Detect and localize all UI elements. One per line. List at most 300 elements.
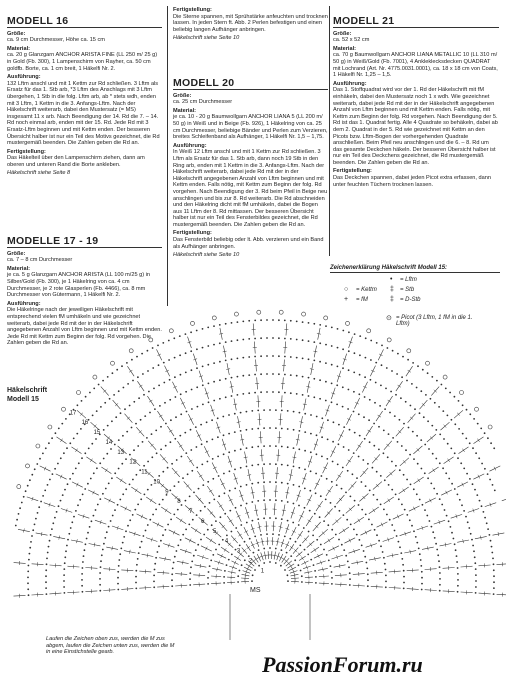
chain-dot: [302, 321, 304, 323]
chain-dot: [321, 436, 323, 438]
chain-dot: [361, 481, 363, 483]
chain-dot: [179, 335, 181, 337]
chain-dot: [428, 448, 430, 450]
chain-dot: [91, 443, 93, 445]
chain-dot: [228, 414, 230, 416]
chain-dot: [137, 558, 139, 560]
chain-dot: [242, 357, 244, 359]
chain-dot: [475, 580, 477, 582]
execution-text: Die Häkelringe nach der jeweiligen Häkelschrift mit entsprechend vielen fM umhäkeln und wie gezeichnet weiterarb, dabei jede Rd mit der in der Häkelschrift angegebenen Anzahl von Lftm beginnen und mit Kettm enden. Jede Rd mit Kettm zum Beginn der folg. Rd vorgehen. Die Zahlen geben die Rd an.: [7, 307, 162, 347]
material-label: Material:: [333, 45, 357, 52]
chain-dot: [84, 549, 86, 551]
chain-dot: [451, 483, 453, 485]
chain-dot: [191, 408, 193, 410]
chain-dot: [378, 426, 380, 428]
chain-dot: [421, 571, 423, 573]
chain-dot: [439, 498, 441, 500]
chain-dot: [413, 488, 415, 490]
chain-dot: [115, 416, 117, 418]
chain-dot: [266, 373, 268, 375]
chain-dot: [424, 444, 426, 446]
picot-mark: [234, 312, 238, 316]
chain-dot: [151, 456, 153, 458]
chain-dot: [63, 452, 65, 454]
chain-dot: [310, 470, 312, 472]
chain-dot: [401, 376, 403, 378]
material-text: je ca. 5 g Glanzgarn ANCHOR ARISTA (LL 100 m/25 g) in Silber/Gold (Fb. 300), je 1 Häkelring von ca. 4 cm Durchmesser, je 2 rote Glasperlen (Fb. 4466), ca. 8 mm Durchmesser von Gütermann, 1 Häkelfi Nr. 2.: [7, 272, 151, 299]
legend-title: Zeichenerklärung Häkelschrift Modell 15:: [330, 265, 500, 273]
chain-dot: [432, 531, 434, 533]
chain-dot: [385, 388, 387, 390]
chain-dot: [363, 416, 365, 418]
chain-dot: [178, 481, 180, 483]
chain-dot: [448, 478, 450, 480]
chain-dot: [275, 562, 277, 564]
chain-dot: [180, 393, 182, 395]
chain-dot: [420, 565, 422, 567]
chain-dot: [229, 510, 231, 512]
chain-dot: [349, 578, 351, 580]
chain-dot: [204, 506, 206, 508]
legend-row-lftm: • = Lftm: [390, 276, 417, 283]
chain-dot: [413, 458, 415, 460]
chain-dot: [251, 580, 253, 582]
chain-dot: [129, 454, 131, 456]
chain-dot: [242, 339, 244, 341]
stitch-bar: [403, 489, 405, 492]
chain-dot: [246, 466, 248, 468]
chain-dot: [58, 428, 60, 430]
chain-dot: [190, 350, 192, 352]
chain-dot: [331, 571, 333, 573]
chain-dot: [202, 384, 204, 386]
chain-dot: [196, 367, 198, 369]
execution-label: Ausführung:: [173, 142, 207, 149]
chain-dot: [293, 466, 295, 468]
chain-dot: [411, 525, 413, 527]
chain-dot: [313, 341, 315, 343]
chain-dot: [47, 552, 49, 554]
chain-dot: [263, 445, 265, 447]
chain-dot: [304, 413, 306, 415]
chain-dot: [275, 409, 277, 411]
chain-dot: [287, 580, 289, 582]
chain-dot: [275, 427, 277, 429]
chain-dot: [181, 504, 183, 506]
chain-dot: [455, 549, 457, 551]
chain-dot: [179, 435, 181, 437]
chain-dot: [55, 432, 57, 434]
chain-dot: [315, 576, 317, 578]
chain-dot: [213, 325, 215, 327]
chain-dot: [185, 352, 187, 354]
chain-dot: [458, 400, 460, 402]
chain-dot: [50, 534, 52, 536]
chain-dot: [63, 574, 65, 576]
chain-dot: [125, 488, 127, 490]
chain-dot: [107, 376, 109, 378]
chain-dot: [359, 435, 361, 437]
chain-dot: [254, 356, 256, 358]
picot-mark: [212, 316, 216, 320]
execution-text: In Weiß 12 Lftm anschl und mit 1 Kettm zur Rd schließen. 3 Lftm als Ersatz für das 1. Stb arb, dann noch 19 Stb in den Ring arb, enden mit 1 Kettm in die 3. Anfangs-Lftm. Nach der Häkelschrift weiterarb, dabei jede Rd mit der in der Häkelschrift angegebenen Anzahl von Lftm beginnen und mit Kettm enden. Falls nötig, mit Kettm zum Beginn der folg. Rd vorgehen. Nach Beendigung der 3. Rd beim Pfeil in Beige neu anschlingen und bis zur 8. Rd weiterarb. Die Rd abschneiden und den Häkelring dicht mit fM umhäkeln, dabei die Bogen aus 11 Lftm der 8. Rd mittassen. Der besseren Übersicht halber ist nur ein Teil des Fensterbildes gezeichnet, die Rd mustergemäß beenden. Die Zahlen geben die Rd an.: [173, 149, 328, 228]
chain-dot: [312, 535, 314, 537]
chain-dot: [190, 566, 192, 568]
chain-dot: [219, 361, 221, 363]
chain-dot: [436, 493, 438, 495]
chain-dot: [147, 524, 149, 526]
chain-dot: [257, 500, 259, 502]
chain-dot: [352, 473, 354, 475]
chain-dot: [207, 583, 209, 585]
chain-dot: [111, 477, 113, 479]
chain-dot: [58, 505, 60, 507]
chain-dot: [343, 426, 345, 428]
chain-dot: [272, 533, 274, 535]
chain-dot: [89, 392, 91, 394]
chain-dot: [241, 564, 243, 566]
stitch-bar: [338, 475, 341, 477]
chain-dot: [373, 445, 375, 447]
chain-dot: [465, 516, 467, 518]
chain-dot: [147, 461, 149, 463]
chain-dot: [284, 356, 286, 358]
chain-dot: [220, 516, 222, 518]
chain-dot: [81, 585, 83, 587]
size-text: ca. 7 – 8 cm Durchmesser: [7, 257, 73, 264]
chain-dot: [281, 482, 283, 484]
chain-dot: [174, 556, 176, 558]
chain-dot: [328, 560, 330, 562]
chain-dot: [242, 375, 244, 377]
chain-dot: [299, 430, 301, 432]
chain-dot: [334, 506, 336, 508]
chain-dot: [378, 449, 380, 451]
stitch-bar: [276, 541, 280, 542]
chain-dot: [187, 473, 189, 475]
chain-dot: [254, 338, 256, 340]
modell-16-heading: MODELL 16: [7, 18, 162, 28]
chain-dot: [369, 490, 371, 492]
chain-dot: [63, 568, 65, 570]
chain-dot: [129, 519, 131, 521]
chain-dot: [386, 514, 388, 516]
chain-dot: [278, 373, 280, 375]
chain-dot: [450, 448, 452, 450]
chain-dot: [249, 538, 251, 540]
chain-dot: [313, 564, 315, 566]
stitch-bar: [129, 370, 132, 372]
chain-dot: [333, 421, 335, 423]
chain-dot: [223, 453, 225, 455]
chain-dot: [69, 478, 71, 480]
chain-dot: [188, 524, 190, 526]
chain-dot: [45, 587, 47, 589]
execution-text: 132 Lftm anschl und mit 1 Kettm zur Rd schließen. 3 Lftm als Ersatz für das 1. Stb arb, *3 Lftm des Anschlags mit 3 Lftm übergehen, 1 Stb in die folg. Lftm arb, ab * stets wdh, enden mit 3 Lftm, 1 Kettm in die 3. Anfangs-Lftm. Nach der Häkelschrift weiterarb, dabei den Mustersatz (= MS) insgesamt 11 x arb. Nach Beendigung der 14. Rd die 7. – 14. Rd noch einmal arb, enden mit der 15. Rd. Jede Rd mit 3 Ersatz-Lftm beginnen und mit Kettm enden. Der besseren Übersicht halber ist nur ein Teil des Motivs gezeichnet, die Rd mustergemäß beenden. Die Zahlen geben die Rd an.: [7, 80, 160, 147]
finishing-label: Fertigstellung:: [333, 168, 372, 175]
chain-dot: [165, 445, 167, 447]
diagram-title: Häkelschrift Modell 15: [7, 387, 48, 403]
chain-dot: [175, 416, 177, 418]
chain-dot: [307, 554, 309, 556]
chain-dot: [137, 504, 139, 506]
chain-dot: [117, 571, 119, 573]
chain-dot: [493, 563, 495, 565]
chain-dot: [389, 412, 391, 414]
chain-dot: [438, 406, 440, 408]
chain-dot: [335, 534, 337, 536]
chain-dot: [286, 552, 288, 554]
chain-dot: [100, 560, 102, 562]
modelle-17-19-heading: MODELLE 17 - 19: [7, 238, 162, 248]
chain-dot: [134, 509, 136, 511]
chain-dot: [83, 555, 85, 557]
chain-dot: [405, 401, 407, 403]
chain-dot: [275, 481, 277, 483]
chain-dot: [308, 358, 310, 360]
chain-dot: [81, 573, 83, 575]
chain-dot: [46, 593, 48, 595]
chain-dot: [458, 428, 460, 430]
chain-dot: [127, 383, 129, 385]
chain-dot: [353, 452, 355, 454]
chain-dot: [386, 367, 388, 369]
chain-dot: [206, 421, 208, 423]
chain-dot: [460, 462, 462, 464]
chain-dot: [330, 502, 332, 504]
chain-dot: [395, 494, 397, 496]
chain-dot: [447, 443, 449, 445]
chain-dot: [23, 496, 25, 498]
chain-dot: [422, 369, 424, 371]
chain-dot: [315, 582, 317, 584]
chain-dot: [320, 495, 322, 497]
chain-dot: [414, 408, 416, 410]
watermark: PassionForum.ru: [262, 652, 423, 677]
chain-dot: [290, 338, 292, 340]
chain-dot: [487, 528, 489, 530]
chain-dot: [168, 359, 170, 361]
chain-dot: [133, 401, 135, 403]
chain-dot: [206, 441, 208, 443]
stitch-mark: [502, 497, 506, 501]
chain-dot: [202, 484, 204, 486]
chain-dot: [304, 469, 306, 471]
chain-dot: [310, 414, 312, 416]
picot-mark: [488, 425, 492, 429]
chain-dot: [492, 484, 494, 486]
chain-dot: [105, 488, 107, 490]
chain-dot: [278, 337, 280, 339]
chain-dot: [251, 483, 253, 485]
chain-dot: [21, 502, 23, 504]
chain-dot: [368, 419, 370, 421]
chain-dot: [405, 449, 407, 451]
chain-dot: [302, 394, 304, 396]
chain-dot: [42, 453, 44, 455]
chain-dot: [80, 428, 82, 430]
chain-dot: [248, 320, 250, 322]
chain-dot: [184, 432, 186, 434]
execution-label: Ausführung:: [333, 80, 367, 87]
chain-dot: [99, 498, 101, 500]
chain-dot: [213, 400, 215, 402]
chain-dot: [426, 515, 428, 517]
chain-dot: [310, 451, 312, 453]
chain-dot: [484, 432, 486, 434]
chain-dot: [77, 404, 79, 406]
chain-dot: [165, 529, 167, 531]
chain-dot: [51, 528, 53, 530]
chain-dot: [117, 583, 119, 585]
chain-dot: [104, 402, 106, 404]
chain-dot: [213, 381, 215, 383]
picot-mark: [475, 407, 479, 411]
chain-dot: [237, 376, 239, 378]
chain-dot: [212, 478, 214, 480]
chain-dot: [263, 548, 265, 550]
round-number: 2: [248, 558, 253, 565]
chain-dot: [224, 513, 226, 515]
chain-dot: [99, 578, 101, 580]
stitch-bar: [237, 557, 239, 560]
chain-dot: [493, 593, 495, 595]
chain-dot: [421, 577, 423, 579]
chain-dot: [34, 468, 36, 470]
chain-dot: [400, 397, 402, 399]
chain-dot: [222, 416, 224, 418]
chain-dot: [27, 588, 29, 590]
chain-dot: [454, 452, 456, 454]
chain-dot: [325, 499, 327, 501]
chain-dot: [287, 446, 289, 448]
chain-dot: [260, 534, 262, 536]
chain-dot: [201, 443, 203, 445]
chain-dot: [392, 350, 394, 352]
chain-dot: [169, 399, 171, 401]
chain-dot: [287, 520, 289, 522]
chain-dot: [387, 347, 389, 349]
chain-dot: [420, 390, 422, 392]
chain-dot: [296, 357, 298, 359]
chain-dot: [112, 515, 114, 517]
chain-dot: [404, 509, 406, 511]
chain-dot: [124, 408, 126, 410]
finishing-text: Das Fensterbild beliebig oder lt. Abb. verzieren und ein Band als Aufhänger anbringen.: [173, 237, 324, 250]
chain-dot: [284, 569, 286, 571]
chain-dot: [160, 426, 162, 428]
chain-dot: [63, 580, 65, 582]
chain-dot: [416, 493, 418, 495]
chain-dot: [260, 355, 262, 357]
chain-dot: [462, 404, 464, 406]
chain-dot: [109, 398, 111, 400]
chain-dot: [192, 519, 194, 521]
chain-dot: [376, 342, 378, 344]
chain-dot: [353, 411, 355, 413]
chain-dot: [331, 383, 333, 385]
chain-dot: [388, 433, 390, 435]
chain-dot: [257, 428, 259, 430]
round-number: 15: [93, 430, 101, 436]
stitch-bar: [301, 557, 303, 560]
chain-dot: [321, 456, 323, 458]
chain-dot: [182, 534, 184, 536]
chain-dot: [240, 486, 242, 488]
chain-dot: [391, 461, 393, 463]
chain-dot: [474, 489, 476, 491]
chain-dot: [49, 540, 51, 542]
chain-dot: [263, 427, 265, 429]
chain-dot: [71, 521, 73, 523]
chain-dot: [323, 549, 325, 551]
chain-dot: [34, 524, 36, 526]
chain-dot: [244, 541, 246, 543]
chain-dot: [439, 590, 441, 592]
chain-dot: [185, 452, 187, 454]
stitch-bar: [328, 490, 331, 492]
chain-dot: [174, 376, 176, 378]
chain-dot: [132, 479, 134, 481]
chain-dot: [272, 391, 274, 393]
chain-dot: [294, 559, 296, 561]
chain-dot: [326, 478, 328, 480]
chain-dot: [257, 410, 259, 412]
chain-dot: [242, 321, 244, 323]
chain-dot: [155, 430, 157, 432]
chain-dot: [472, 447, 474, 449]
chain-dot: [427, 372, 429, 374]
chain-dot: [18, 513, 20, 515]
chain-dot: [42, 495, 44, 497]
stitch-bar: [209, 490, 212, 492]
chain-dot: [251, 428, 253, 430]
chain-dot: [319, 516, 321, 518]
chain-dot: [348, 566, 350, 568]
chain-dot: [383, 509, 385, 511]
chain-dot: [139, 546, 141, 548]
chain-dot: [446, 515, 448, 517]
chain-dot: [431, 526, 433, 528]
chain-dot: [16, 519, 18, 521]
chain-dot: [457, 573, 459, 575]
chain-dot: [319, 379, 321, 381]
chain-dot: [314, 570, 316, 572]
round-number: 1: [260, 568, 265, 575]
chain-dot: [438, 560, 440, 562]
chain-dot: [95, 509, 97, 511]
material-text: ca. 70 g Baumwollgarn ANCHOR LIANA METALLIC 10 (LL 310 m/ 50 g) in Weiß/Gold (Fb. 7001), 4 Ankleklecksdecken QUADRAT mit Lochrand (Art. Nr. 4775.0031.0001), ca. 18 x 18 cm von Coats, 1 Häkelfi Nr. 1,25 – 1,5.: [333, 52, 498, 79]
chain-dot: [456, 555, 458, 557]
chain-dot: [180, 539, 182, 541]
chain-dot: [63, 586, 65, 588]
round-number: 17: [69, 410, 77, 417]
chain-dot: [356, 534, 358, 536]
chain-dot: [381, 345, 383, 347]
chain-dot: [475, 568, 477, 570]
chain-dot: [281, 428, 283, 430]
chain-dot: [468, 527, 470, 529]
stitch-bar: [189, 460, 192, 462]
picot-icon: ⊙: [386, 315, 392, 322]
chain-dot: [203, 534, 205, 536]
chain-dot: [486, 522, 488, 524]
chain-dot: [364, 376, 366, 378]
stitch-bar: [408, 370, 411, 372]
chain-dot: [141, 353, 143, 355]
chain-dot: [65, 418, 67, 420]
chain-dot: [189, 496, 191, 498]
